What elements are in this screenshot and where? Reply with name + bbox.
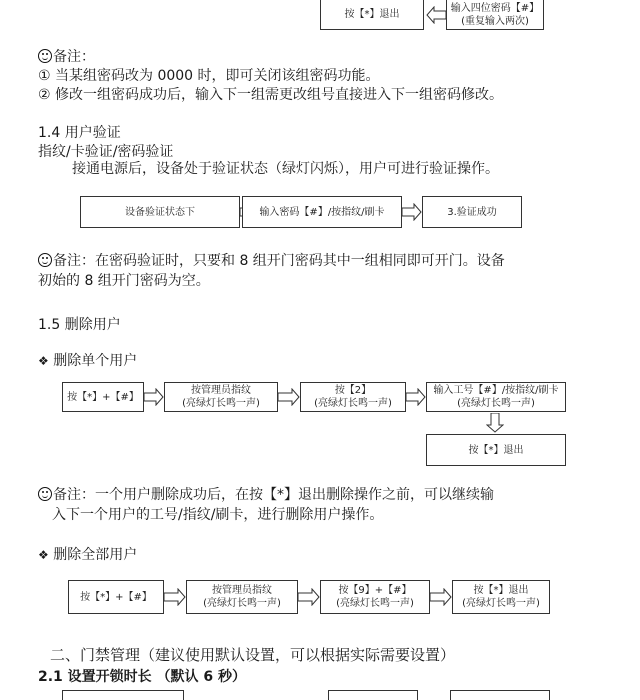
unlock-duration-box1-partial <box>62 690 184 700</box>
delete-single-box4-line1: 输入工号【#】/按指纹/刷卡 <box>433 385 559 396</box>
arrow-right-icon <box>164 588 186 606</box>
delete-single-box5-label: 按【*】退出 <box>468 444 524 456</box>
arrow-right-icon <box>402 203 422 221</box>
delete-all-box1-label: 按【*】+【#】 <box>80 591 152 603</box>
verify-state-label: 设备验证状态下 <box>125 206 195 218</box>
delete-single-box2 <box>164 382 278 412</box>
delete-all-box2 <box>186 580 298 614</box>
delete-all-title-row <box>38 544 137 564</box>
note1-label: 备注： <box>53 49 95 65</box>
exit-box-top <box>320 0 424 30</box>
note1-item2: ② 修改一组密码成功后，输入下一组需更改组号直接进入下一组密码修改。 <box>38 87 503 103</box>
diamond-bullet-icon: ❖ <box>38 354 49 368</box>
input-password-box-top <box>446 0 544 30</box>
note2-line1: 备注：在密码验证时，只要和 8 组开门密码其中一组相同即可开门。设备 <box>53 253 505 269</box>
unlock-duration-box2-partial <box>328 690 418 700</box>
verify-input-label: 输入密码【#】/按指纹/刷卡 <box>259 206 385 218</box>
smiley-icon <box>38 49 52 63</box>
delete-all-box4-line2: (亮绿灯长鸣一声) <box>462 598 540 609</box>
arrow-right-icon <box>298 588 320 606</box>
delete-single-box2-line2: (亮绿灯长鸣一声) <box>182 398 260 409</box>
section-1-4-desc: 接通电源后，设备处于验证状态（绿灯闪烁），用户可进行验证操作。 <box>72 161 499 177</box>
arrow-left-icon <box>426 6 446 24</box>
delete-all-box4 <box>452 580 550 614</box>
arrow-right-icon <box>406 388 426 406</box>
delete-single-box3 <box>300 382 406 412</box>
delete-single-box1-label: 按【*】+【#】 <box>67 391 139 403</box>
delete-all-box3 <box>320 580 430 614</box>
delete-all-box2-line1: 按管理员指纹 <box>212 585 272 596</box>
delete-single-box5 <box>426 434 566 466</box>
note1-label-row <box>38 48 95 66</box>
smiley-icon <box>38 253 52 267</box>
section-2-heading: 二、门禁管理（建议使用默认设置，可以根据实际需要设置） <box>50 646 456 664</box>
diamond-bullet-icon: ❖ <box>38 548 49 562</box>
exit-box-top-label: 按【*】退出 <box>344 9 400 20</box>
delete-single-box3-line1: 按【2】 <box>334 385 372 396</box>
arrow-right-icon <box>430 588 452 606</box>
section-1-4-heading: 1.4 用户验证 <box>38 125 121 141</box>
delete-single-box1 <box>62 382 144 412</box>
note3-line1-row <box>38 486 494 504</box>
delete-single-box2-line1: 按管理员指纹 <box>191 385 251 396</box>
delete-single-box4 <box>426 382 566 412</box>
delete-all-box4-line1: 按【*】退出 <box>473 585 529 596</box>
verify-input-box <box>242 196 402 228</box>
section-1-5-heading: 1.5 删除用户 <box>38 317 121 333</box>
input-password-line1: 输入四位密码【#】 <box>450 2 540 14</box>
arrow-right-icon <box>144 388 164 406</box>
note2-line2: 初始的 8 组开门密码为空。 <box>38 273 210 289</box>
verify-state-box <box>80 196 240 228</box>
delete-all-box3-line2: (亮绿灯长鸣一声) <box>336 598 414 609</box>
delete-single-title-row <box>38 350 137 370</box>
note3-line2: 入下一个用户的工号/指纹/刷卡，进行删除用户操作。 <box>52 507 384 523</box>
arrow-right-icon <box>278 388 300 406</box>
delete-all-title: 删除全部用户 <box>53 547 138 563</box>
arrow-down-icon <box>486 413 504 433</box>
delete-all-box3-line1: 按【9】+【#】 <box>338 585 412 596</box>
delete-single-box3-line2: (亮绿灯长鸣一声) <box>314 398 392 409</box>
delete-all-box2-line2: (亮绿灯长鸣一声) <box>203 598 281 609</box>
note1-item1: ① 当某组密码改为 0000 时，即可关闭该组密码功能。 <box>38 68 380 84</box>
verify-success-box <box>422 196 522 228</box>
delete-single-title: 删除单个用户 <box>53 353 138 369</box>
section-1-4-subheading: 指纹/卡验证/密码验证 <box>38 144 174 160</box>
verify-success-label: 3.验证成功 <box>447 206 497 218</box>
smiley-icon <box>38 487 52 501</box>
note2-line1-row <box>38 252 505 270</box>
unlock-duration-box3-partial <box>450 690 550 700</box>
input-password-line2: (重复输入两次) <box>461 15 529 27</box>
section-2-1-heading: 2.1 设置开锁时长 （默认 6 秒） <box>38 669 247 685</box>
delete-single-box4-line2: (亮绿灯长鸣一声) <box>457 398 535 409</box>
note3-line1: 备注：一个用户删除成功后，在按【*】退出删除操作之前，可以继续输 <box>53 487 494 503</box>
delete-all-box1 <box>68 580 164 614</box>
